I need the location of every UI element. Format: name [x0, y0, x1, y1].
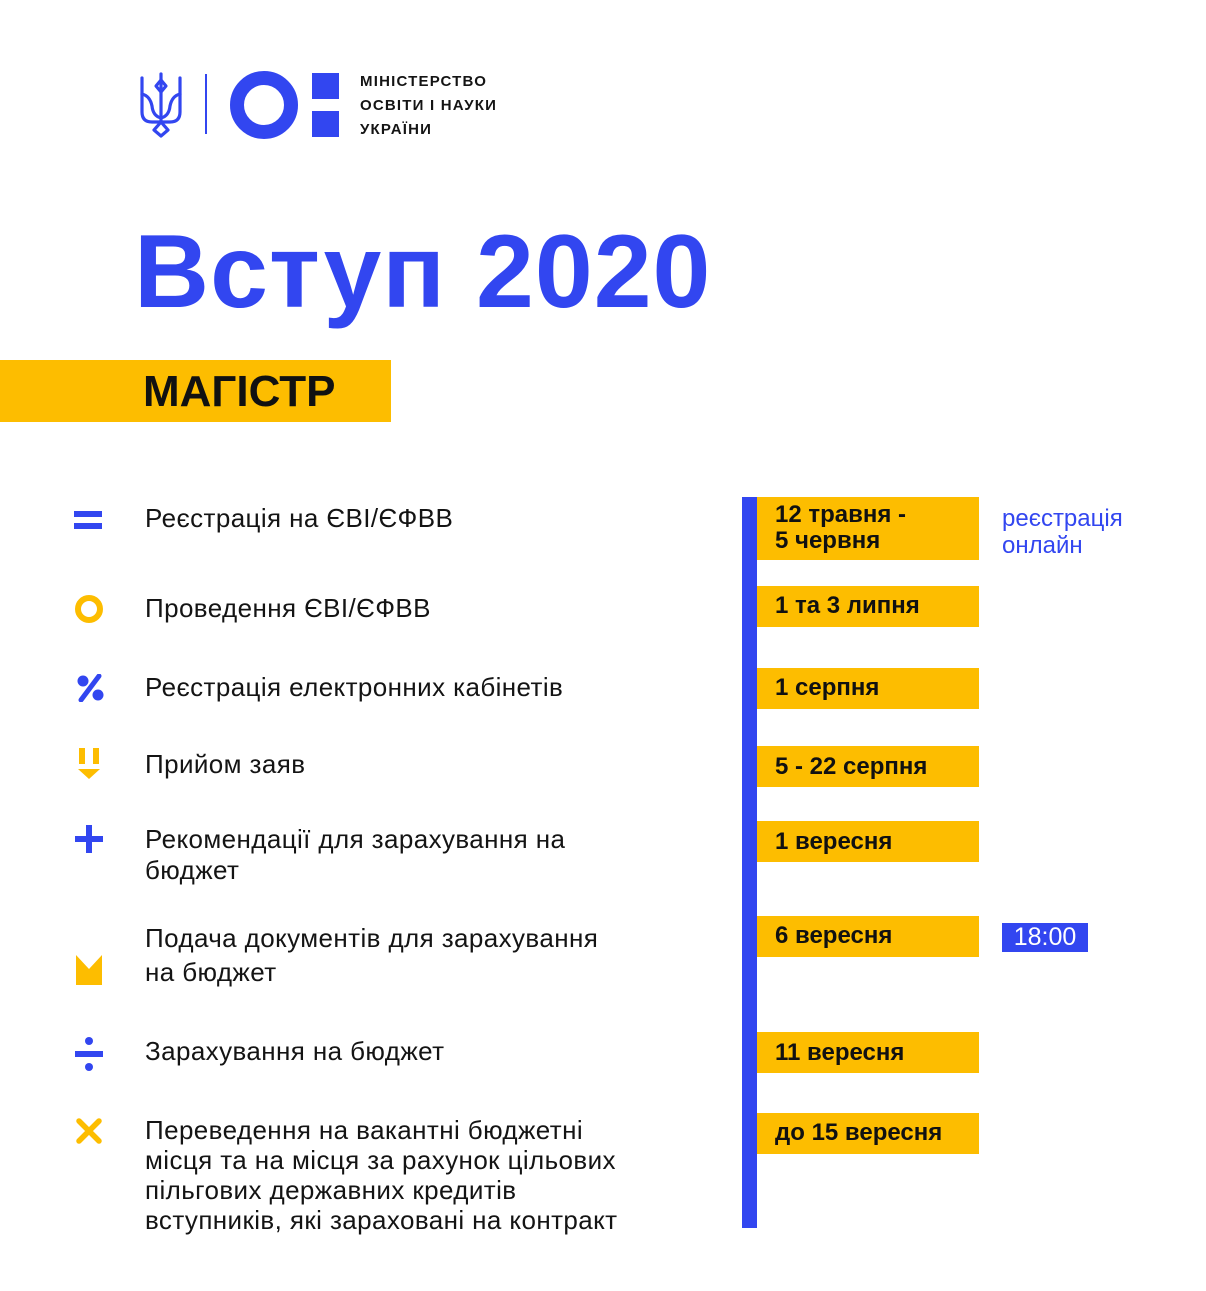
step-label: на бюджет	[145, 957, 277, 987]
step-label: Реєстрація електронних кабінетів	[145, 672, 564, 702]
date-box	[757, 1113, 979, 1154]
step-label: Зарахування на бюджет	[145, 1036, 445, 1066]
date-box	[757, 668, 979, 709]
ministry-name-line-3: УКРАЇНИ	[360, 121, 433, 138]
crown-icon	[76, 955, 102, 985]
step-label: Проведення ЄВІ/ЄФВВ	[145, 593, 431, 623]
circle-icon	[74, 594, 104, 624]
date-line: 1 вересня	[775, 828, 893, 855]
step-label: пільгових державних кредитів	[145, 1175, 517, 1205]
step-label: вступників, які зараховані на контракт	[145, 1205, 618, 1235]
trident-emblem-icon	[138, 72, 184, 138]
equals-icon	[73, 507, 103, 533]
ministry-name-line-1: МІНІСТЕРСТВО	[360, 73, 488, 90]
divide-icon	[74, 1037, 104, 1071]
date-box	[757, 497, 979, 560]
date-line: 12 травня -	[775, 501, 907, 528]
date-line: 6 вересня	[775, 922, 893, 949]
page-title: Вступ 2020	[134, 214, 712, 330]
step-label: місця та на місця за рахунок цільових	[145, 1145, 616, 1175]
deadline-time-badge: 18:00	[1002, 923, 1088, 952]
date-box	[757, 586, 979, 627]
step-label: Прийом заяв	[145, 749, 306, 779]
date-box	[757, 821, 979, 862]
date-line: 5 червня	[775, 527, 881, 554]
degree-label: МАГІСТР	[143, 367, 336, 416]
date-line: 11 вересня	[775, 1039, 905, 1066]
date-line: 1 та 3 липня	[775, 592, 920, 619]
step-label: Подача документів для зарахування	[145, 923, 599, 953]
note-line: реєстрація	[1002, 505, 1123, 532]
degree-band	[0, 360, 391, 422]
date-line: 5 - 22 серпня	[775, 753, 928, 780]
ministry-name-line-2: ОСВІТИ І НАУКИ	[360, 97, 498, 114]
date-box	[757, 746, 979, 787]
percent-icon	[76, 674, 106, 702]
step-label: Рекомендації для зарахування на	[145, 824, 566, 854]
step-label: Реєстрація на ЄВІ/ЄФВВ	[145, 503, 454, 533]
ministry-logo-mark-icon	[230, 70, 342, 140]
step-label: бюджет	[145, 855, 240, 885]
step-label: Переведення на вакантні бюджетні	[145, 1115, 584, 1145]
timeline-bar	[742, 497, 757, 1228]
date-box	[757, 916, 979, 957]
multiply-icon	[76, 1118, 102, 1144]
online-registration-note	[1002, 505, 1123, 559]
date-box	[757, 1032, 979, 1073]
date-line: 1 серпня	[775, 674, 880, 701]
logo-divider	[205, 74, 207, 134]
note-line: онлайн	[1002, 532, 1083, 559]
date-line: до 15 вересня	[775, 1119, 943, 1146]
exclamation-arrow-icon	[76, 748, 102, 780]
plus-icon	[74, 824, 104, 854]
